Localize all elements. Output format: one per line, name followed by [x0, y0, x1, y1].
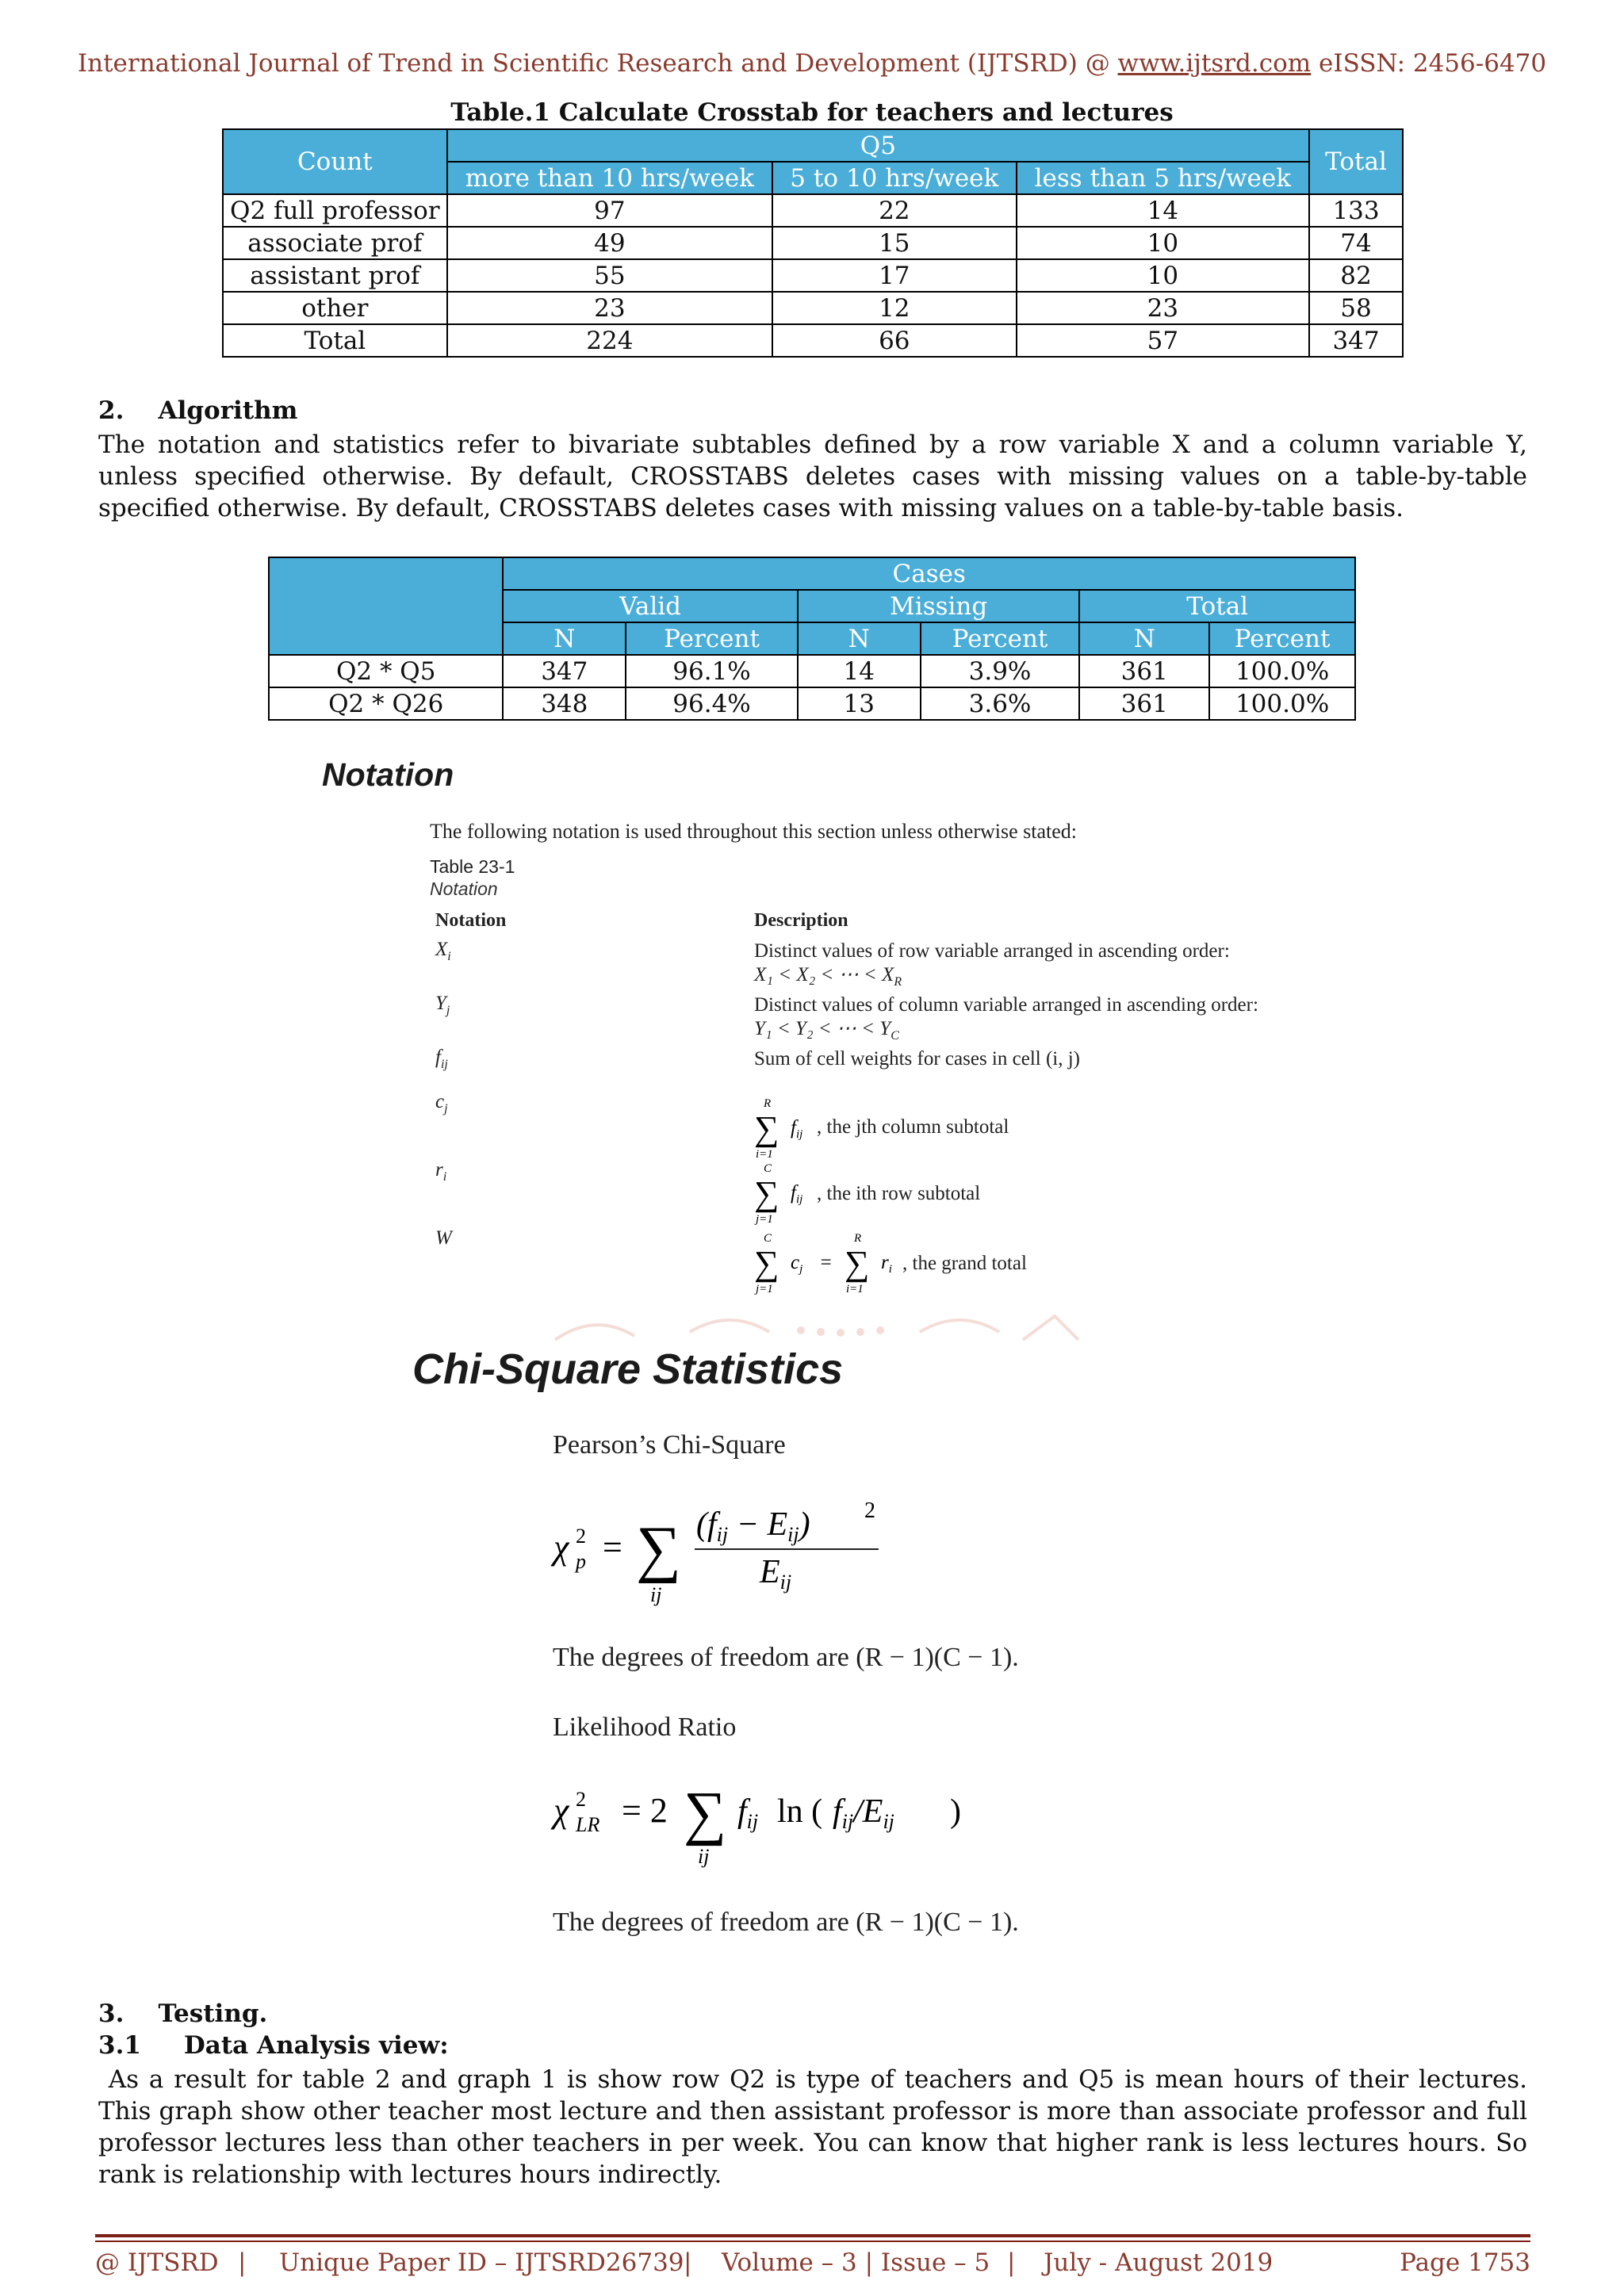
- description-w: , the grand total: [902, 1253, 1027, 1274]
- q5-header: Q5: [447, 129, 1309, 162]
- percent-header: Percent: [921, 622, 1080, 655]
- svg-text:j=1: j=1: [756, 1213, 773, 1226]
- svg-text:ri: $r_i$: [881, 1252, 892, 1276]
- symbol-w: W: [435, 1227, 452, 1249]
- table1-caption: Table.1 Calculate Crosstab for teachers and lectures: [450, 98, 1174, 127]
- header-text: International Journal of Trend in Scientific Research and Development (IJTSRD) @: [77, 49, 1118, 78]
- cell: 22: [772, 194, 1017, 227]
- cell: 224: [447, 324, 772, 357]
- svg-text:χ: χ: [553, 1791, 569, 1830]
- footer-paper-id: Unique Paper ID – IJTSRD26739: [279, 2248, 684, 2277]
- svg-text:R: R: [764, 1097, 772, 1110]
- description-r: , the ith row subtotal: [817, 1183, 981, 1204]
- svg-text:j=1: j=1: [756, 1283, 773, 1295]
- cell: 23: [447, 292, 772, 324]
- count-header: Count: [223, 129, 447, 194]
- notation-title: Notation: [322, 756, 454, 793]
- likelihood-label: Likelihood Ratio: [553, 1712, 737, 1742]
- cell: 133: [1309, 194, 1403, 227]
- svg-text:p: p: [576, 1550, 586, 1573]
- cell: 66: [772, 324, 1017, 357]
- cases-header: Cases: [503, 557, 1355, 590]
- svg-text:ij: ij: [650, 1583, 662, 1606]
- svg-text:∑: ∑: [845, 1244, 870, 1283]
- total-header: Total: [1309, 129, 1403, 194]
- cell: 348: [503, 687, 626, 720]
- cell: 23: [1017, 292, 1309, 324]
- cell: 3.6%: [921, 687, 1080, 720]
- svg-text:(fij − Eij): (fij − Eij): [696, 1506, 810, 1546]
- svg-text:χ: χ: [553, 1528, 569, 1567]
- table-row: [223, 292, 1403, 324]
- svg-text:LR: LR: [576, 1813, 600, 1836]
- df-text: The degrees of freedom are (R − 1)(C − 1).: [553, 1643, 1019, 1672]
- cell: 58: [1309, 292, 1403, 324]
- footer-separator: |: [1007, 2248, 1016, 2277]
- analysis-paragraph: As a result for table 2 and graph 1 is show row Q2 is type of teachers and Q5 is mean hours of their lectures. This graph show other teacher most lecture and then assistant professor is more than associate professor and full professor lectures less than other teachers in per week. You can know that higher rank is less lectures hours. So rank is relationship with lectures hours indirectly.: [98, 2065, 1527, 2189]
- table-row: [269, 687, 1355, 720]
- n-header: N: [503, 622, 626, 655]
- svg-text:∑: ∑: [754, 1174, 779, 1213]
- svg-text:fij: $f_{ij}$: [791, 1182, 803, 1206]
- row-label: Q2 * Q5: [269, 655, 503, 687]
- likelihood-formula: [547, 1765, 991, 1868]
- cell: 15: [772, 227, 1017, 259]
- blank-header: [269, 557, 503, 655]
- cell: 14: [798, 655, 921, 687]
- cell: 57: [1017, 324, 1309, 357]
- svg-text:2: 2: [576, 1788, 586, 1811]
- svg-text:ln (: ln (: [777, 1793, 823, 1830]
- subsection-heading: 3.1 Data Analysis view:: [98, 2031, 449, 2060]
- cell: 347: [1309, 324, 1403, 357]
- cell: 82: [1309, 259, 1403, 292]
- svg-text:C: C: [764, 1162, 772, 1175]
- svg-text:fij: fij: [737, 1793, 759, 1833]
- footer-page: Page 1753: [1400, 2248, 1530, 2277]
- symbol-y: $Y_j$: [435, 993, 450, 1017]
- row-label: other: [223, 292, 447, 324]
- description-c: , the jth column subtotal: [817, 1116, 1009, 1138]
- section-heading: 2. Algorithm: [98, 396, 298, 425]
- cell: 100.0%: [1209, 655, 1355, 687]
- column-header: less than 5 hrs/week: [1017, 162, 1309, 194]
- notation-intro: The following notation is used throughout this section unless otherwise stated:: [430, 820, 1078, 843]
- cell: 49: [447, 227, 772, 259]
- symbol-r: $r_i$: [435, 1159, 447, 1184]
- section-heading: 3. Testing.: [98, 1999, 268, 2028]
- footer-volume: Volume – 3 | Issue – 5: [722, 2248, 990, 2277]
- cell: 361: [1079, 655, 1209, 687]
- table-row: [223, 259, 1403, 292]
- cell: 74: [1309, 227, 1403, 259]
- cell: 100.0%: [1209, 687, 1355, 720]
- row-label: associate prof: [223, 227, 447, 259]
- total-header: Total: [1079, 590, 1355, 622]
- footer-brand: @ IJTSRD: [95, 2248, 219, 2277]
- svg-text:R: R: [854, 1232, 862, 1245]
- running-header: [0, 49, 1624, 78]
- notation-col-header: Notation: [435, 910, 507, 931]
- symbol-c: $c_j$: [435, 1091, 448, 1115]
- watermark-decoration: [547, 1308, 1086, 1348]
- cell: 347: [503, 655, 626, 687]
- description-x-order: X₁ < X₂ < ⋯ < $X_R$: [754, 964, 902, 989]
- cell: 96.1%: [626, 655, 798, 687]
- svg-text:=: =: [819, 1252, 833, 1273]
- footer-rule: [95, 2234, 1530, 2237]
- description-y: Distinct values of column variable arranged in ascending order:: [754, 994, 1258, 1016]
- cell: 12: [772, 292, 1017, 324]
- cell: 97: [447, 194, 772, 227]
- cell: 3.9%: [921, 655, 1080, 687]
- cell: 96.4%: [626, 687, 798, 720]
- cell: 13: [798, 687, 921, 720]
- journal-link[interactable]: www.ijtsrd.com: [1117, 49, 1312, 78]
- cell: 361: [1079, 687, 1209, 720]
- valid-header: Valid: [503, 590, 798, 622]
- row-label: Q2 full professor: [223, 194, 447, 227]
- svg-text:Eij: Eij: [760, 1554, 792, 1594]
- row-label: Total: [223, 324, 447, 357]
- description-y-order: Y₁ < Y₂ < ⋯ < $Y_C$: [754, 1018, 899, 1043]
- chi-square-title: Chi-Square Statistics: [412, 1345, 844, 1393]
- symbol-x: $X_i$: [435, 939, 451, 963]
- n-header: N: [798, 622, 921, 655]
- table-row: [223, 194, 1403, 227]
- footer-separator: |: [684, 2248, 692, 2277]
- footer-date: July - August 2019: [1044, 2248, 1274, 2277]
- svg-text:i=1: i=1: [756, 1148, 773, 1161]
- cell: 17: [772, 259, 1017, 292]
- notation-table-label: Table 23-1: [430, 856, 515, 877]
- symbol-f: $f_{ij}$: [435, 1047, 448, 1071]
- table-row: [223, 324, 1403, 357]
- cell: 55: [447, 259, 772, 292]
- svg-text:C: C: [764, 1232, 772, 1245]
- svg-text:ij: ij: [698, 1845, 710, 1868]
- percent-header: Percent: [626, 622, 798, 655]
- svg-text:∑: ∑: [754, 1109, 779, 1148]
- svg-text:fij: $f_{ij}$: [791, 1117, 803, 1141]
- svg-text:∑: ∑: [684, 1780, 727, 1846]
- svg-text:=: =: [603, 1528, 622, 1567]
- pearson-formula: [547, 1483, 928, 1609]
- svg-text:2: 2: [576, 1525, 586, 1548]
- cell: 10: [1017, 259, 1309, 292]
- row-label: Q2 * Q26: [269, 687, 503, 720]
- table-row: [269, 655, 1355, 687]
- column-header: 5 to 10 hrs/week: [772, 162, 1017, 194]
- footer-separator: |: [238, 2248, 247, 2277]
- svg-text:∑: ∑: [636, 1514, 682, 1584]
- df-text-2: The degrees of freedom are (R − 1)(C − 1).: [553, 1908, 1019, 1937]
- footer-rule-thin: [95, 2241, 1530, 2242]
- description-col-header: Description: [754, 910, 848, 931]
- description-x: Distinct values of row variable arranged in ascending order:: [754, 940, 1230, 962]
- table-row: [223, 227, 1403, 259]
- notation-table-sublabel: Notation: [430, 878, 498, 899]
- case-summary-table: [268, 557, 1356, 721]
- pearson-label: Pearson’s Chi-Square: [553, 1430, 786, 1460]
- crosstab-table: [222, 128, 1404, 358]
- svg-text:i=1: i=1: [846, 1283, 864, 1295]
- svg-text:): ): [950, 1793, 961, 1830]
- cell: 14: [1017, 194, 1309, 227]
- description-f: Sum of cell weights for cases in cell (i, j): [754, 1048, 1080, 1070]
- missing-header: Missing: [798, 590, 1080, 622]
- svg-text:fij/Eij: fij/Eij: [833, 1793, 894, 1833]
- percent-header: Percent: [1209, 622, 1355, 655]
- svg-text:∑: ∑: [754, 1244, 779, 1283]
- row-label: assistant prof: [223, 259, 447, 292]
- svg-text:2: 2: [864, 1498, 875, 1523]
- cell: 10: [1017, 227, 1309, 259]
- header-issn: eISSN: 2456-6470: [1311, 49, 1547, 78]
- column-header: more than 10 hrs/week: [447, 162, 772, 194]
- svg-text:cj: $c_j$: [791, 1252, 803, 1276]
- algorithm-paragraph: The notation and statistics refer to bivariate subtables defined by a row variable X and a column variable Y, unless specified otherwise. By default, CROSSTABS deletes cases with missing values on a table-by-table specified otherwise. By default, CROSSTABS deletes cases with missing values on a table-by-table basis.: [98, 430, 1527, 522]
- svg-text:= 2: = 2: [622, 1791, 668, 1830]
- n-header: N: [1079, 622, 1209, 655]
